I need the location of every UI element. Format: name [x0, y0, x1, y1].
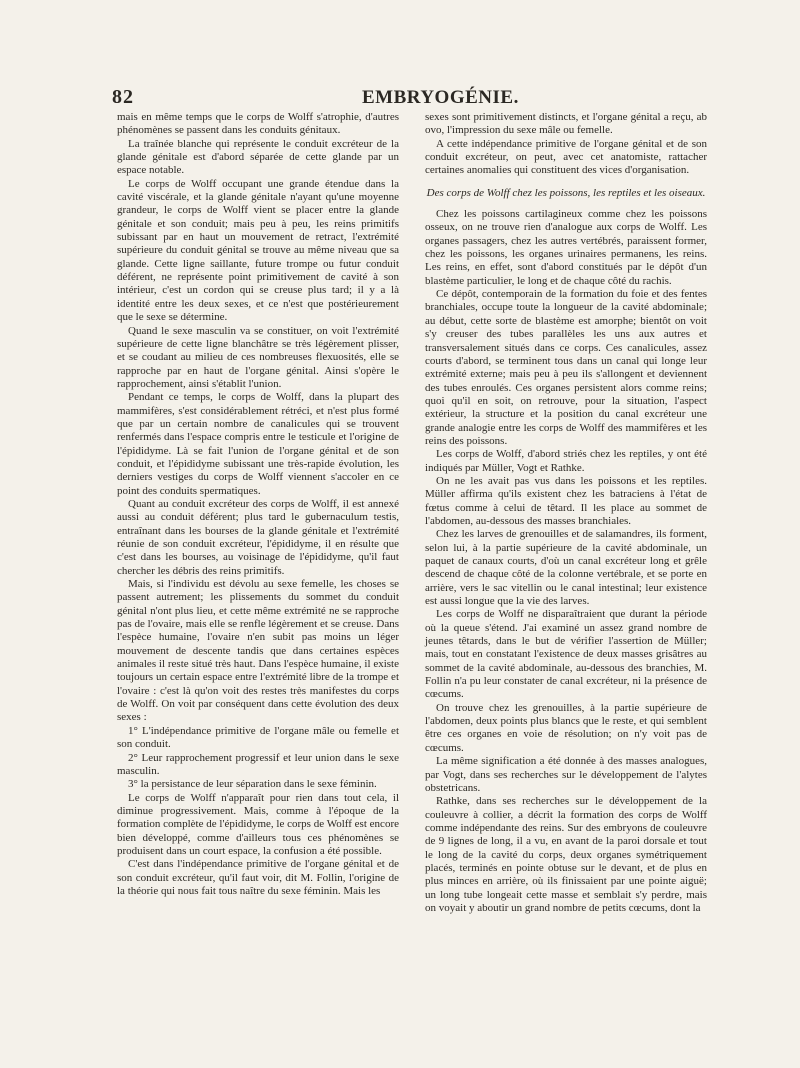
right-column [425, 111, 707, 915]
paragraph: C'est dans l'indépendance primitive de l'organe génital et de son conduit excréteur, qu'il faut voir, dit M. Follin, l'origine de la théorie qui nous fait tous naître du sexe féminin. Mais les [117, 858, 399, 897]
paragraph: Le corps de Wolff n'apparaît pour rien dans tout cela, il diminue progressivement. Mais, comme à l'époque de la formation complète de l'épididyme, le corps de Wolff est encore bien développé, comme d'ailleurs tous ces phénomènes se produisent dans un court espace, la confusion a été possible. [117, 791, 399, 857]
paragraph: Les corps de Wolff ne disparaîtraient que durant la période où la queue s'étend. J'ai examiné un assez grand nombre de jeunes têtards, dans le but de vérifier l'assertion de Müller; mais, tout en constatant l'existence de deux masses grisâtres au sommet de la cavité abdominale, au-dessous des branchies, M. Follin n'a pu leur constater de canal excréteur, ni la présence de cœcums. [425, 608, 707, 701]
list-item: 2° Leur rapprochement progressif et leur union dans le sexe masculin. [117, 751, 399, 777]
paragraph: Quand le sexe masculin va se constituer, on voit l'extrémité supérieure de cette ligne blanchâtre se très légèrement plisser, et se coudant au milieu de ces nombreuses flexuosités, elle se rapproche par en haut de l'organe génital. Ainsi s'opère le rapprochement, ainsi s'établit l'union. [117, 324, 399, 390]
page-number: 82 [112, 86, 134, 108]
paragraph: La traînée blanche qui représente le conduit excréteur de la glande génitale est d'abord séparée de cette glande par un espace notable. [117, 137, 399, 177]
paragraph: Rathke, dans ses recherches sur le développement de la couleuvre à collier, a décrit la formation des corps de Wolff comme indépendante des reins. Sur des embryons de couleuvre de 9 lignes de long, il a vu, en avant de la paroi dorsale et tout le long de la cavité du corps, deux organes symétriquement placés, terminés en pointe obtuse sur le devant, et de plus en plus minces en arrière, où ils finissaient par une pointe aiguë; un long tube longeait cette masse et semblait s'y perdre, mais on voyait y aboutir un grand nombre de petits cœcums, dont la [425, 795, 707, 914]
paragraph: Quant au conduit excréteur des corps de Wolff, il est annexé aussi au conduit déférent; plus tard le gubernaculum testis, entraînant dans les bourses de la glande génitale et l'extrémité réunie de son conduit excréteur, l'épididyme, il en résulte que c'est dans les bourses, au voisinage de l'épididyme, qu'il faut chercher les débris des reins primitifs. [117, 497, 399, 577]
paragraph: On trouve chez les grenouilles, à la partie supérieure de l'abdomen, deux points plus blancs que le reste, et qui semblent être ces organes en voie de résolution; on n'y voit pas de cœcums. [425, 701, 707, 754]
paragraph: Ce dépôt, contemporain de la formation du foie et des fentes branchiales, occupe toute la longueur de la cavité abdominale; au début, cette sorte de blastème est amorphe; bientôt on voit s'y creuser des tubes parallèles les uns aux autres et transversalement situés dans ce corps. Ces canalicules, assez courts d'abord, se terminent tous dans un canal qui longe leur extrémité externe; mais peu à peu ils s'allongent et deviennent des tubes enroulés. Ces organes persistent alors comme reins; quoi qu'il en soit, on retrouve, pour la situation, l'aspect extérieur, la structure et la position du canal excréteur une grande analogie entre les corps de Wolff des mammifères et les reins des poissons. [425, 288, 707, 447]
paragraph: mais en même temps que le corps de Wolff s'atrophie, d'autres phénomènes se passent dans les conduits génitaux. [117, 111, 399, 137]
page-header [112, 86, 712, 110]
paragraph: Chez les poissons cartilagineux comme chez les poissons osseux, on ne trouve rien d'analogue aux corps de Wolff. Les organes passagers, chez les autres vertébrés, paraissent former, chez les poissons, les organes urinaires permanens, les reins. Les reins, en effet, sont d'abord constitués par le dépôt d'un blastème particulier, le long et de chaque côté du rachis. [425, 208, 707, 287]
list-item: 3° la persistance de leur séparation dans le sexe féminin. [128, 778, 377, 791]
paragraph: La même signification a été donnée à des masses analogues, par Vogt, dans ses recherches sur le développement de l'alytes obstetricans. [425, 755, 707, 794]
running-title: EMBRYOGÉNIE. [362, 87, 519, 108]
paragraph: Pendant ce temps, le corps de Wolff, dans la plupart des mammifères, s'est considérablement rétréci, et n'est plus formé que par un certain nombre de canalicules qui se trouvent renfermés dans l'espace compris entre le testicule et l'origine de l'épididyme. Là se fait l'union de l'organe génital et de son conduit, et l'épididyme subissant une très-rapide évolution, les derniers vestiges du corps de Wolff viennent s'accoler en ce point des conduits spermatiques. [117, 391, 399, 497]
paragraph: Les corps de Wolff, d'abord striés chez les reptiles, y ont été indiqués par Müller, Vogt et Rathke. [425, 448, 707, 474]
paragraph: Mais, si l'individu est dévolu au sexe femelle, les choses se passent autrement; les plissements du sommet du conduit génital n'ont plus lieu, et cette même extrémité ne se rapproche pas de l'ovaire, mais elle se renfle légèrement et se creuse. Dans l'espèce humaine, l'ovaire n'en subit pas moins un léger mouvement de descente tandis que dans certaines espèces animales il reste situé très haut. Dans l'espèce humaine, il existe toujours un certain espace entre l'extrémité libre de la trompe et l'ovaire : c'est là qu'on voit des restes très manifestes du corps de Wolff. On voit par conséquent dans cette évolution des deux sexes : [117, 578, 399, 724]
paragraph: Le corps de Wolff occupant une grande étendue dans la cavité viscérale, et la glande génitale n'ayant qu'une moyenne grandeur, le corps de Wolff vient se placer entre la glande génitale et son conduit; mais peu à peu, les reins primitifs subissant par en haut un mouvement de retract, l'extrémité supérieure du conduit génital se trouve au même niveau que sa glande. Cette ligne saillante, future trompe ou futur conduit déférent, ne représente point primitivement de cavité à son intérieur, c'est un cordon qui se creuse plus tard; il y a là identité entre les deux sexes, et ce n'est que postérieurement que le sexe se détermine. [117, 177, 399, 324]
paragraph: Chez les larves de grenouilles et de salamandres, ils forment, selon lui, à la partie supérieure de la cavité abdominale, un paquet de canaux courts, d'où un canal excréteur long et grêle descend de chaque côté de la colonne vertébrale, et se porte en arrière, vers le sac vitellin ou le canal intestinal; leur existence est aussi longue que la vie des larves. [425, 528, 707, 608]
list-item: 1° L'indépendance primitive de l'organe mâle ou femelle et son conduit. [117, 724, 399, 751]
paragraph: sexes sont primitivement distincts, et l'organe génital a reçu, ab ovo, l'impression du sexe mâle ou femelle. [425, 111, 707, 137]
paragraph: A cette indépendance primitive de l'organe génital et de son conduit excréteur, on peut, avec cet anatomiste, rattacher certaines anomalies qui constituent des vices d'organisation. [425, 137, 707, 177]
paragraph: On ne les avait pas vus dans les poissons et les reptiles. Müller affirma qu'ils existent chez les batraciens à l'état de fœtus comme à celui de têtard. Il les place au sommet de l'abdomen, au-dessous des masses branchiales. [425, 474, 707, 527]
section-heading: Des corps de Wolff chez les poissons, les reptiles et les oiseaux. [426, 186, 706, 199]
left-column [117, 111, 399, 898]
